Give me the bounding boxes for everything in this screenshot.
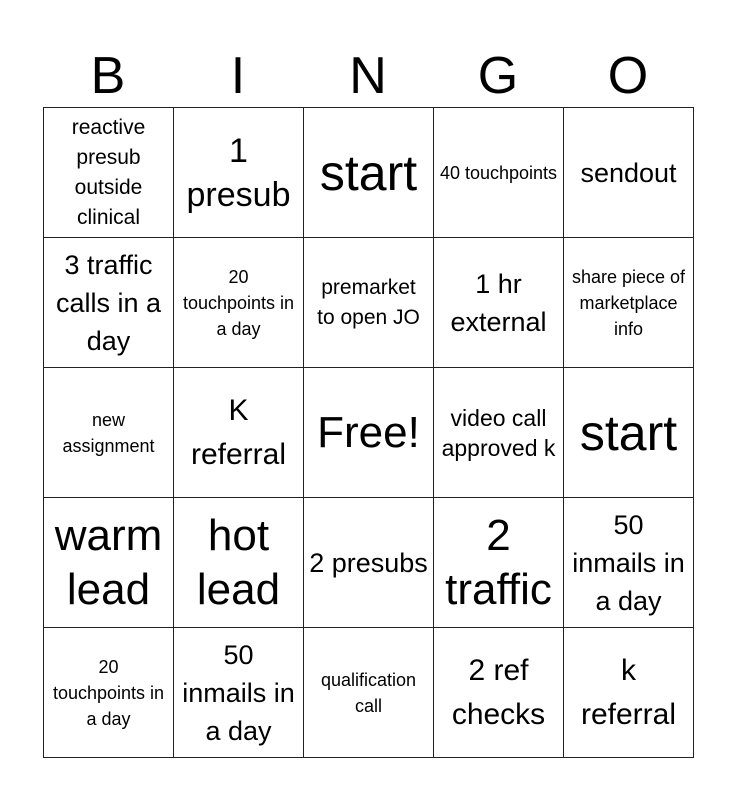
- board-row: [44, 238, 694, 368]
- bingo-cell[interactable]: 1 presub: [174, 108, 304, 238]
- board-row: [44, 368, 694, 498]
- bingo-cell[interactable]: 20 touchpoints in a day: [174, 238, 304, 368]
- bingo-cell[interactable]: 1 hr external: [434, 238, 564, 368]
- bingo-board: [43, 107, 694, 758]
- header-letter-o: O: [607, 47, 649, 105]
- bingo-cell[interactable]: video call approved k: [434, 368, 564, 498]
- bingo-cell[interactable]: share piece of marketplace info: [564, 238, 694, 368]
- bingo-cell[interactable]: K referral: [174, 368, 304, 498]
- bingo-cell[interactable]: sendout: [564, 108, 694, 238]
- bingo-cell[interactable]: reactive presub outside clinical: [44, 108, 174, 238]
- bingo-cell[interactable]: new assignment: [44, 368, 174, 498]
- bingo-cell[interactable]: start: [304, 108, 434, 238]
- bingo-cell[interactable]: 50 inmails in a day: [174, 628, 304, 758]
- bingo-cell[interactable]: 50 inmails in a day: [564, 498, 694, 628]
- bingo-cell[interactable]: 20 touchpoints in a day: [44, 628, 174, 758]
- bingo-cell[interactable]: hot lead: [174, 498, 304, 628]
- board-row: [44, 498, 694, 628]
- header-letter-g: G: [477, 47, 519, 105]
- bingo-cell[interactable]: qualification call: [304, 628, 434, 758]
- board-row: [44, 628, 694, 758]
- header-letter-n: N: [349, 47, 387, 105]
- bingo-cell[interactable]: 2 presubs: [304, 498, 434, 628]
- header-letter-i: I: [230, 47, 246, 105]
- free-space-cell[interactable]: Free!: [304, 368, 434, 498]
- bingo-cell[interactable]: 2 traffic: [434, 498, 564, 628]
- header-letter-b: B: [90, 47, 126, 105]
- bingo-header: [43, 46, 693, 106]
- bingo-cell[interactable]: start: [564, 368, 694, 498]
- bingo-cell[interactable]: 2 ref checks: [434, 628, 564, 758]
- bingo-cell[interactable]: warm lead: [44, 498, 174, 628]
- bingo-cell[interactable]: k referral: [564, 628, 694, 758]
- bingo-cell[interactable]: 40 touchpoints: [434, 108, 564, 238]
- board-row: [44, 108, 694, 238]
- bingo-cell[interactable]: premarket to open JO: [304, 238, 434, 368]
- bingo-cell[interactable]: 3 traffic calls in a day: [44, 238, 174, 368]
